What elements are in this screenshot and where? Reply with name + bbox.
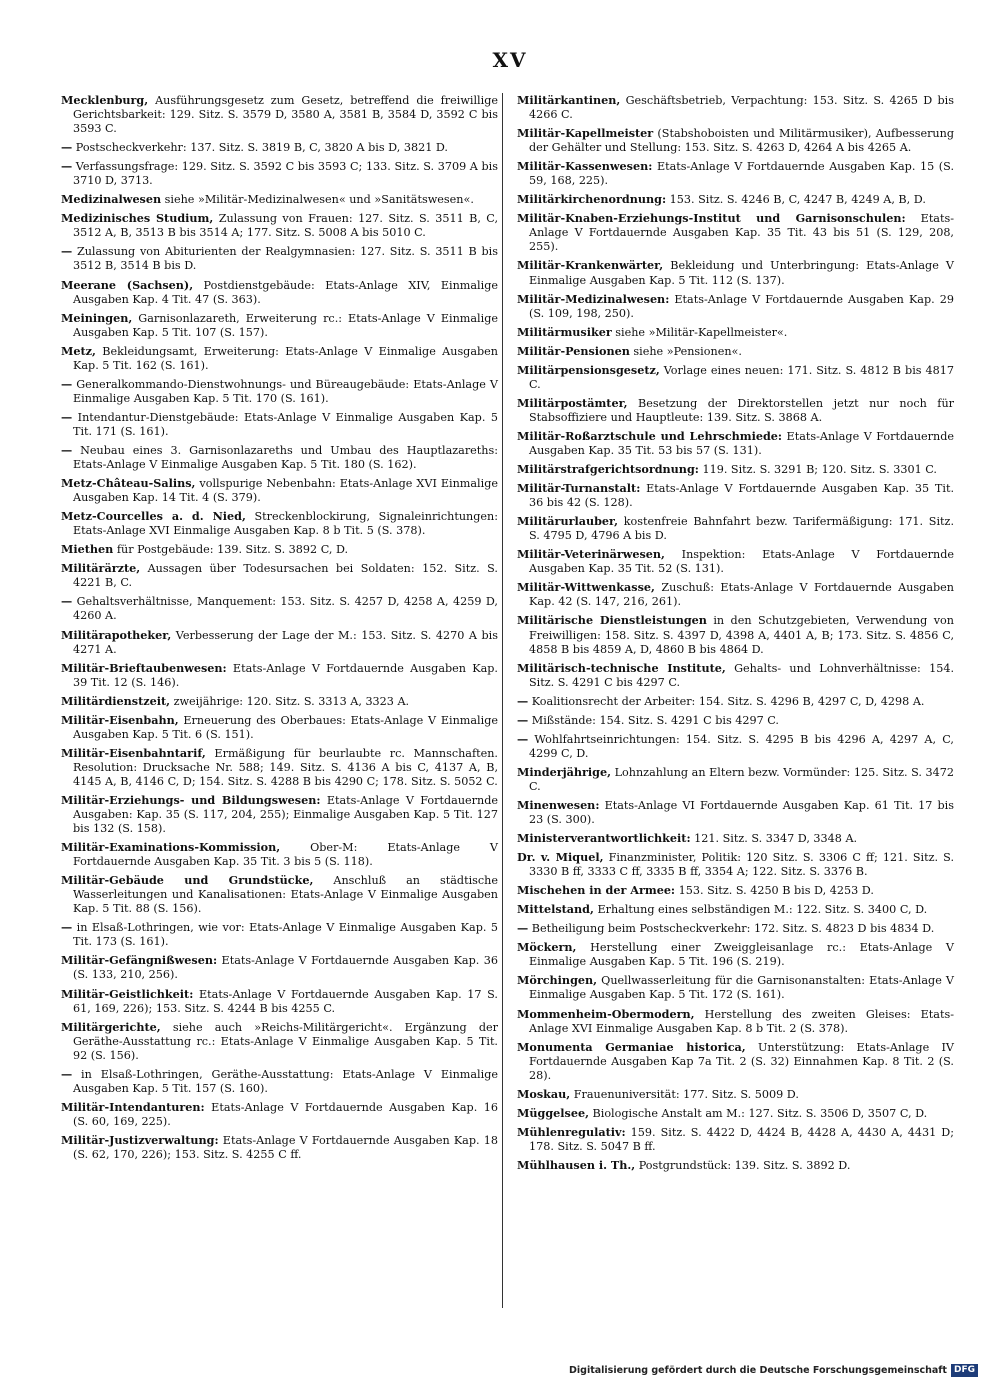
entry-headword: — — [517, 731, 529, 746]
entry-text: Garnisonlazareth, Erweiterung rc.: Etats-Anlage V Einmalige Ausgaben Kap. 5 Tit. 107 (S. 157). — [73, 311, 498, 339]
entry-text: (Stabshoboisten und Militärmusiker), Aufbesserung der Gehälter und Stellung: 153. Sitz. S. 4263 D, 4264 A bis 4265 A. — [529, 127, 954, 155]
index-entry — [517, 940, 954, 969]
index-entry — [61, 410, 498, 439]
entry-text: Ermäßigung für beurlaubte rc. Mannschaften. Resolution: Drucksache Nr. 588; 149. Sitz. S. 4136 A bis C, 4137 A, B, 4145 A, B, 4146 C, D; 154. Sitz. S. 4288 B bis 4290 C; 178. Sitz. S. 5052 C. — [73, 746, 498, 788]
entry-text: Frauenuniversität: 177. Sitz. S. 5009 D. — [570, 1087, 799, 1101]
entry-text: Betheiligung beim Postscheckverkehr: 172. Sitz. S. 4823 D bis 4834 D. — [528, 922, 935, 936]
index-entry — [517, 798, 954, 827]
entry-text: 119. Sitz. S. 3291 B; 120. Sitz. S. 3301 C. — [698, 463, 937, 477]
index-entry — [61, 840, 498, 869]
index-entry — [61, 594, 498, 623]
entry-text: Etats-Anlage V Fortdauernde Ausgaben Kap. 36 (S. 133, 210, 256). — [73, 954, 498, 982]
index-entry — [61, 159, 498, 188]
entry-text: Ober-M: Etats-Anlage V Fortdauernde Ausgaben Kap. 35 Tit. 3 bis 5 (S. 118). — [73, 841, 498, 869]
entry-text: Finanzminister, Politik: 120 Sitz. S. 3306 C ff; 121. Sitz. S. 3330 B ff, 3333 C ff, 3335 B ff, 3354 A; 122. Sitz. S. 3376 B. — [529, 851, 954, 879]
entry-headword: Militär-Veterinärwesen, — [517, 547, 665, 562]
entry-text: Vorlage eines neuen: 171. Sitz. S. 4812 B bis 4817 C. — [529, 363, 954, 391]
entry-text: Etats-Anlage V Fortdauernde Ausgaben Kap. 29 (S. 109, 198, 250). — [529, 292, 954, 320]
entry-headword: — — [517, 693, 529, 708]
entry-headword: Militär-Geistlichkeit: — [61, 986, 194, 1001]
entry-headword: Mischehen in der Armee: — [517, 883, 676, 898]
entry-text: Etats-Anlage V Fortdauernde Ausgaben Kap. 17 S. 61, 169, 226); 153. Sitz. S. 4244 B bis 4255 C. — [73, 987, 498, 1015]
index-entry — [61, 953, 498, 982]
entry-text: Etats-Anlage V Fortdauernde Ausgaben Kap. 15 (S. 59, 168, 225). — [529, 160, 954, 188]
index-entry — [517, 429, 954, 458]
entry-text: Etats-Anlage VI Fortdauernde Ausgaben Kap. 61 Tit. 17 bis 23 (S. 300). — [529, 798, 954, 827]
entry-text: 153. Sitz. S. 4246 B, C, 4247 B, 4249 A, B, D. — [666, 193, 926, 207]
entry-headword: Militär-Justizverwaltung: — [61, 1132, 219, 1147]
entry-text: Verfassungsfrage: 129. Sitz. S. 3592 C bis 3593 C; 133. Sitz. S. 3709 A bis 3710 D, 3713. — [72, 160, 498, 188]
entry-text: Etats-Anlage V Fortdauernde Ausgaben Kap. 35 Tit. 43 bis 51 (S. 129, 208, 255). — [529, 212, 954, 254]
index-entry — [61, 694, 498, 709]
index-entry — [517, 732, 954, 761]
index-entry — [517, 396, 954, 425]
entry-text: Etats-Anlage V Fortdauernde Ausgaben Kap. 16 (S. 60, 169, 225). — [73, 1100, 498, 1128]
index-entry — [61, 1067, 498, 1096]
index-entry — [61, 344, 498, 373]
index-entry — [517, 661, 954, 690]
entry-text: 121. Sitz. S. 3347 D, 3348 A. — [690, 832, 858, 846]
index-entry — [517, 126, 954, 155]
entry-text: in Elsaß-Lothringen, wie vor: Etats-Anlage V Einmalige Ausgaben Kap. 5 Tit. 173 (S. 161). — [72, 921, 498, 949]
entry-text: Postdienstgebäude: Etats-Anlage XIV, Einmalige Ausgaben Kap. 4 Tit. 47 (S. 363). — [73, 278, 498, 306]
entry-headword: Meiningen, — [61, 310, 133, 325]
entry-text: vollspurige Nebenbahn: Etats-Anlage XVI Einmalige Ausgaben Kap. 14 Tit. 4 (S. 379). — [73, 477, 498, 505]
entry-text: 159. Sitz. S. 4422 D, 4424 B, 4428 A, 4430 A, 4431 D; 178. Sitz. S. 5047 B ff. — [529, 1125, 954, 1153]
index-entry — [517, 192, 954, 207]
entry-text: kostenfreie Bahnfahrt bezw. Tarifermäßigung: 171. Sitz. S. 4795 D, 4796 A bis D. — [529, 515, 954, 543]
entry-headword: — — [61, 140, 73, 155]
entry-text: siehe »Pensionen«. — [629, 344, 742, 358]
entry-headword: Mittelstand, — [517, 902, 594, 917]
index-entry — [61, 1100, 498, 1129]
entry-text: Neubau eines 3. Garnisonlazareths und Umbau des Hauptlazareths: Etats-Anlage V Einmalige Ausgaben Kap. 5 Tit. 180 (S. 162). — [72, 443, 498, 472]
index-entry — [61, 476, 498, 505]
entry-headword: Metz-Château-Salins, — [61, 476, 196, 491]
entry-headword: Meerane (Sachsen), — [61, 277, 194, 292]
index-entry — [517, 462, 954, 477]
entry-headword: Militärpostämter, — [517, 395, 628, 410]
entry-headword: Militärkirchenordnung: — [517, 192, 667, 207]
index-entry — [61, 509, 498, 538]
index-entry — [61, 211, 498, 240]
entry-text: Etats-Anlage V Fortdauernde Ausgaben Kap. 18 (S. 62, 170, 226); 153. Sitz. S. 4255 C ff. — [73, 1133, 498, 1161]
entry-headword: Mecklenburg, — [61, 93, 149, 107]
entry-text: Inspektion: Etats-Anlage V Fortdauernde Ausgaben Kap. 35 Tit. 52 (S. 131). — [529, 548, 954, 576]
entry-headword: Mühlhausen i. Th., — [517, 1157, 636, 1172]
entry-text: Herstellung einer Zweiggleisanlage rc.: Etats-Anlage V Einmalige Ausgaben Kap. 5 Tit. 196 (S. 219). — [529, 941, 954, 969]
entry-text: Erneuerung des Oberbaues: Etats-Anlage V Einmalige Ausgaben Kap. 5 Tit. 6 (S. 151). — [73, 713, 498, 741]
column-divider — [502, 93, 503, 1308]
entry-text: Etats-Anlage V Fortdauernde Ausgaben Kap. 35 Tit. 53 bis 57 (S. 131). — [529, 429, 954, 457]
index-entry — [517, 694, 954, 709]
entry-text: Mißstände: 154. Sitz. S. 4291 C bis 4297 C. — [528, 713, 779, 727]
index-entry — [517, 973, 954, 1002]
index-entry — [61, 311, 498, 340]
index-entry — [61, 920, 498, 949]
index-entry — [517, 921, 954, 936]
entry-headword: Militärische Dienstleistungen — [517, 613, 707, 628]
entry-text: Lohnzahlung an Eltern bezw. Vormünder: 125. Sitz. S. 3472 C. — [529, 765, 954, 793]
entry-headword: Medizinisches Studium, — [61, 211, 214, 226]
entry-headword: Militär-Brieftaubenwesen: — [61, 660, 227, 675]
footer — [569, 1364, 978, 1377]
entry-text: Etats-Anlage V Fortdauernde Ausgaben: Kap. 35 (S. 117, 204, 255); Einmalige Ausgaben Kap. 5 Tit. 127 bis 132 (S. 158). — [73, 793, 498, 836]
index-entry — [517, 159, 954, 188]
entry-headword: Militär-Intendanturen: — [61, 1099, 205, 1114]
entry-headword: Militär-Turnanstalt: — [517, 481, 641, 496]
entry-text: Herstellung des zweiten Gleises: Etats-Anlage XVI Einmalige Ausgaben Kap. 8 b Tit. 2 (S. 378). — [529, 1007, 954, 1035]
entry-text: Verbesserung der Lage der M.: 153. Sitz. S. 4270 A bis 4271 A. — [73, 628, 498, 656]
entry-headword: Militär-Erziehungs- und Bildungswesen: — [61, 792, 321, 807]
entry-text: 153. Sitz. S. 4250 B bis D, 4253 D. — [675, 884, 874, 898]
index-entry — [517, 93, 954, 122]
index-entry — [61, 542, 498, 557]
entry-headword: — — [61, 409, 73, 424]
entry-headword: Militär-Medizinalwesen: — [517, 291, 670, 306]
index-entry — [61, 443, 498, 472]
entry-headword: Minenwesen: — [517, 797, 600, 812]
entry-headword: Dr. v. Miquel, — [517, 850, 604, 865]
entry-headword: — — [61, 442, 73, 457]
index-entry — [517, 1125, 954, 1154]
entry-text: für Postgebäude: 139. Sitz. S. 3892 C, D. — [113, 543, 349, 557]
index-entry — [61, 713, 498, 742]
entry-headword: Militär-Gefängnißwesen: — [61, 953, 218, 968]
entry-text: Geschäftsbetrieb, Verpachtung: 153. Sitz. S. 4265 D bis 4266 C. — [529, 94, 954, 122]
entry-text: Quellwasserleitung für die Garnisonanstalten: Etats-Anlage V Einmalige Ausgaben Kap. 5 Tit. 172 (S. 161). — [529, 974, 954, 1002]
entry-headword: — — [61, 1066, 73, 1081]
index-entry — [517, 292, 954, 321]
index-entry — [61, 793, 498, 836]
index-entry — [517, 547, 954, 576]
entry-headword: Militär-Kapellmeister — [517, 126, 654, 141]
entry-headword: Metz-Courcelles a. d. Nied, — [61, 509, 246, 524]
entry-text: Besetzung der Direktorstellen jetzt nur noch für Stabsoffiziere und Hauptleute: 139. Sitz. S. 3868 A. — [529, 396, 954, 424]
entry-text: Postgrundstück: 139. Sitz. S. 3892 D. — [635, 1158, 851, 1172]
entry-headword: — — [61, 376, 73, 391]
entry-headword: Militär-Gebäude und Grundstücke, — [61, 873, 314, 888]
index-entry — [61, 746, 498, 789]
entry-text: Streckenblockirung, Signaleinrichtungen: Etats-Anlage XVI Einmalige Ausgaben Kap. 8 b Tit. 5 (S. 378). — [73, 510, 498, 538]
index-entry — [61, 278, 498, 307]
index-entry — [517, 1158, 954, 1173]
entry-headword: Militär-Knaben-Erziehungs-Institut und Garnisonschulen: — [517, 211, 906, 226]
entry-text: Bekleidungsamt, Erweiterung: Etats-Anlage V Einmalige Ausgaben Kap. 5 Tit. 162 (S. 161). — [73, 344, 498, 372]
index-entry — [517, 1007, 954, 1036]
entry-text: Zulassung von Frauen: 127. Sitz. S. 3511 B, C, 3512 A, B, 3513 B bis 3514 A; 177. Sitz. S. 5008 A bis 5010 C. — [73, 212, 499, 240]
entry-headword: Militär-Roßarztschule und Lehrschmiede: — [517, 428, 783, 443]
index-entry — [61, 192, 498, 207]
entry-text: Etats-Anlage V Fortdauernde Ausgaben Kap. 39 Tit. 12 (S. 146). — [73, 661, 498, 689]
left-column — [61, 93, 498, 1166]
index-entry — [517, 765, 954, 794]
index-entry — [61, 987, 498, 1016]
entry-text: Intendantur-Dienstgebäude: Etats-Anlage V Einmalige Ausgaben Kap. 5 Tit. 171 (S. 161). — [72, 410, 498, 438]
entry-headword: Militär-Krankenwärter, — [517, 258, 664, 273]
index-entry — [517, 363, 954, 392]
entry-headword: — — [61, 594, 73, 609]
index-entry — [517, 902, 954, 917]
entry-text: Zuschuß: Etats-Anlage V Fortdauernde Ausgaben Kap. 42 (S. 147, 216, 261). — [529, 581, 954, 609]
entry-text: Wohlfahrtseinrichtungen: 154. Sitz. S. 4295 B bis 4296 A, 4297 A, C, 4299 C, D. — [528, 732, 954, 760]
entry-text: Postscheckverkehr: 137. Sitz. S. 3819 B, C, 3820 A bis D, 3821 D. — [72, 141, 448, 155]
index-entry — [61, 661, 498, 690]
entry-text: Aussagen über Todesursachen bei Soldaten: 152. Sitz. S. 4221 B, C. — [73, 562, 498, 590]
entry-headword: — — [61, 244, 73, 259]
entry-text: Generalkommando-Dienstwohnungs- und Büreaugebäude: Etats-Anlage V Einmalige Ausgaben Kap. 5 Tit. 170 (S. 161). — [72, 377, 498, 405]
index-entry — [517, 344, 954, 359]
index-entry — [61, 1020, 498, 1063]
index-entry — [61, 561, 498, 590]
index-entry — [517, 580, 954, 609]
entry-text: zweijährige: 120. Sitz. S. 3313 A, 3323 A. — [170, 694, 410, 708]
entry-headword: — — [517, 921, 529, 936]
entry-headword: Militär-Pensionen — [517, 343, 630, 358]
entry-headword: — — [61, 159, 73, 174]
entry-headword: Militärdienstzeit, — [61, 693, 171, 708]
entry-headword: Müggelsee, — [517, 1105, 589, 1120]
index-entry — [61, 628, 498, 657]
index-entry — [517, 613, 954, 656]
footer-credit: Digitalisierung gefördert durch die Deutsche Forschungsgemeinschaft — [569, 1365, 947, 1376]
entry-text: siehe »Militär-Medizinalwesen« und »Sanitätswesen«. — [161, 193, 474, 207]
index-entry — [517, 1040, 954, 1083]
index-entry — [61, 93, 498, 136]
entry-text: Gehalts- und Lohnverhältnisse: 154. Sitz. S. 4291 C bis 4297 C. — [529, 661, 954, 689]
entry-headword: — — [517, 712, 529, 727]
entry-headword: Mühlenregulativ: — [517, 1124, 626, 1139]
entry-text: Etats-Anlage V Fortdauernde Ausgaben Kap. 35 Tit. 36 bis 42 (S. 128). — [529, 482, 954, 510]
entry-headword: Militärstrafgerichtsordnung: — [517, 462, 699, 477]
entry-headword: Metz, — [61, 343, 96, 358]
entry-headword: Militär-Wittwenkasse, — [517, 580, 655, 595]
entry-text: Ausführungsgesetz zum Gesetz, betreffend die freiwillige Gerichtsbarkeit: 129. Sitz. S. 3579 D, 3580 A, 3581 B, 3584 D, 3592 C bis 3593 C. — [73, 94, 498, 136]
entry-text: siehe auch »Reichs-Militärgericht«. Ergänzung der Geräthe-Ausstattung rc.: Etats-Anlage V Einmalige Ausgaben Kap. 5 Tit. 92 (S. 156). — [73, 1020, 498, 1062]
entry-headword: Militärmusiker — [517, 324, 612, 339]
entry-headword: Militärurlauber, — [517, 514, 619, 529]
index-entry — [517, 1087, 954, 1102]
entry-headword: Militärärzte, — [61, 561, 141, 576]
right-column — [517, 93, 954, 1177]
entry-text: Biologische Anstalt am M.: 127. Sitz. S. 3506 D, 3507 C, D. — [588, 1106, 928, 1120]
entry-text: Gehaltsverhältnisse, Manquement: 153. Sitz. S. 4257 D, 4258 A, 4259 D, 4260 A. — [72, 595, 498, 623]
entry-headword: Moskau, — [517, 1086, 571, 1101]
entry-headword: Militärapotheker, — [61, 627, 172, 642]
index-entry — [61, 140, 498, 155]
index-entry — [517, 1106, 954, 1121]
entry-headword: Militärisch-technische Institute, — [517, 660, 726, 675]
entry-headword: Miethen — [61, 542, 114, 557]
index-entry — [61, 244, 498, 273]
entry-headword: Militär-Examinations-Kommission, — [61, 840, 281, 855]
entry-text: in den Schutzgebieten, Verwendung von Freiwilligen: 158. Sitz. S. 4397 D, 4398 A, 4401 A, B; 173. Sitz. S. 4856 C, 4858 B bis 4859 A, D, 4860 B bis 4864 D. — [529, 614, 955, 656]
entry-text: in Elsaß-Lothringen, Geräthe-Ausstattung: Etats-Anlage V Einmalige Ausgaben Kap. 5 Tit. 157 (S. 160). — [72, 1067, 498, 1095]
entry-text: siehe »Militär-Kapellmeister«. — [611, 325, 788, 339]
entry-headword: Monumenta Germaniae historica, — [517, 1039, 746, 1054]
index-entry — [61, 1133, 498, 1162]
index-entry — [517, 850, 954, 879]
entry-headword: Militär-Eisenbahn, — [61, 712, 179, 727]
index-entry — [517, 883, 954, 898]
entry-headword: — — [61, 920, 73, 935]
index-entry — [517, 325, 954, 340]
index-entry — [517, 258, 954, 287]
entry-headword: Militärkantinen, — [517, 93, 621, 107]
entry-headword: Militär-Eisenbahntarif, — [61, 745, 206, 760]
entry-headword: Medizinalwesen — [61, 192, 162, 207]
entry-headword: Militär-Kassenwesen: — [517, 159, 653, 174]
entry-headword: Minderjährige, — [517, 764, 612, 779]
index-entry — [517, 211, 954, 254]
page-number: XV — [492, 48, 528, 72]
entry-headword: Ministerverantwortlichkeit: — [517, 831, 691, 846]
index-entry — [517, 713, 954, 728]
index-entry — [517, 514, 954, 543]
entry-headword: Möckern, — [517, 940, 577, 955]
dfg-logo: DFG — [951, 1364, 978, 1377]
entry-text: Bekleidung und Unterbringung: Etats-Anlage V Einmalige Ausgaben Kap. 5 Tit. 112 (S. 137). — [529, 259, 954, 287]
index-entry — [61, 873, 498, 916]
index-entry — [61, 377, 498, 406]
entry-text: Erhaltung eines selbständigen M.: 122. Sitz. S. 3400 C, D. — [593, 903, 928, 917]
entry-headword: Militärpensionsgesetz, — [517, 362, 660, 377]
entry-text: Unterstützung: Etats-Anlage IV Fortdauernde Ausgaben Kap 7a Tit. 2 (S. 32) Einnahmen Kap. 8 Tit. 2 (S. 28). — [529, 1040, 954, 1082]
entry-text: Zulassung von Abiturienten der Realgymnasien: 127. Sitz. S. 3511 B bis 3512 B, 3514 B bis D. — [72, 245, 498, 273]
index-entry — [517, 481, 954, 510]
entry-text: Anschluß an städtische Wasserleitungen und Kanalisationen: Etats-Anlage V Einmalige Ausgaben Kap. 5 Tit. 88 (S. 156). — [73, 874, 498, 916]
index-entry — [517, 831, 954, 846]
entry-headword: Mommenheim-Obermodern, — [517, 1006, 695, 1021]
entry-headword: Militärgerichte, — [61, 1019, 161, 1034]
entry-headword: Mörchingen, — [517, 973, 598, 988]
entry-text: Koalitionsrecht der Arbeiter: 154. Sitz. S. 4296 B, 4297 C, D, 4298 A. — [528, 694, 925, 708]
